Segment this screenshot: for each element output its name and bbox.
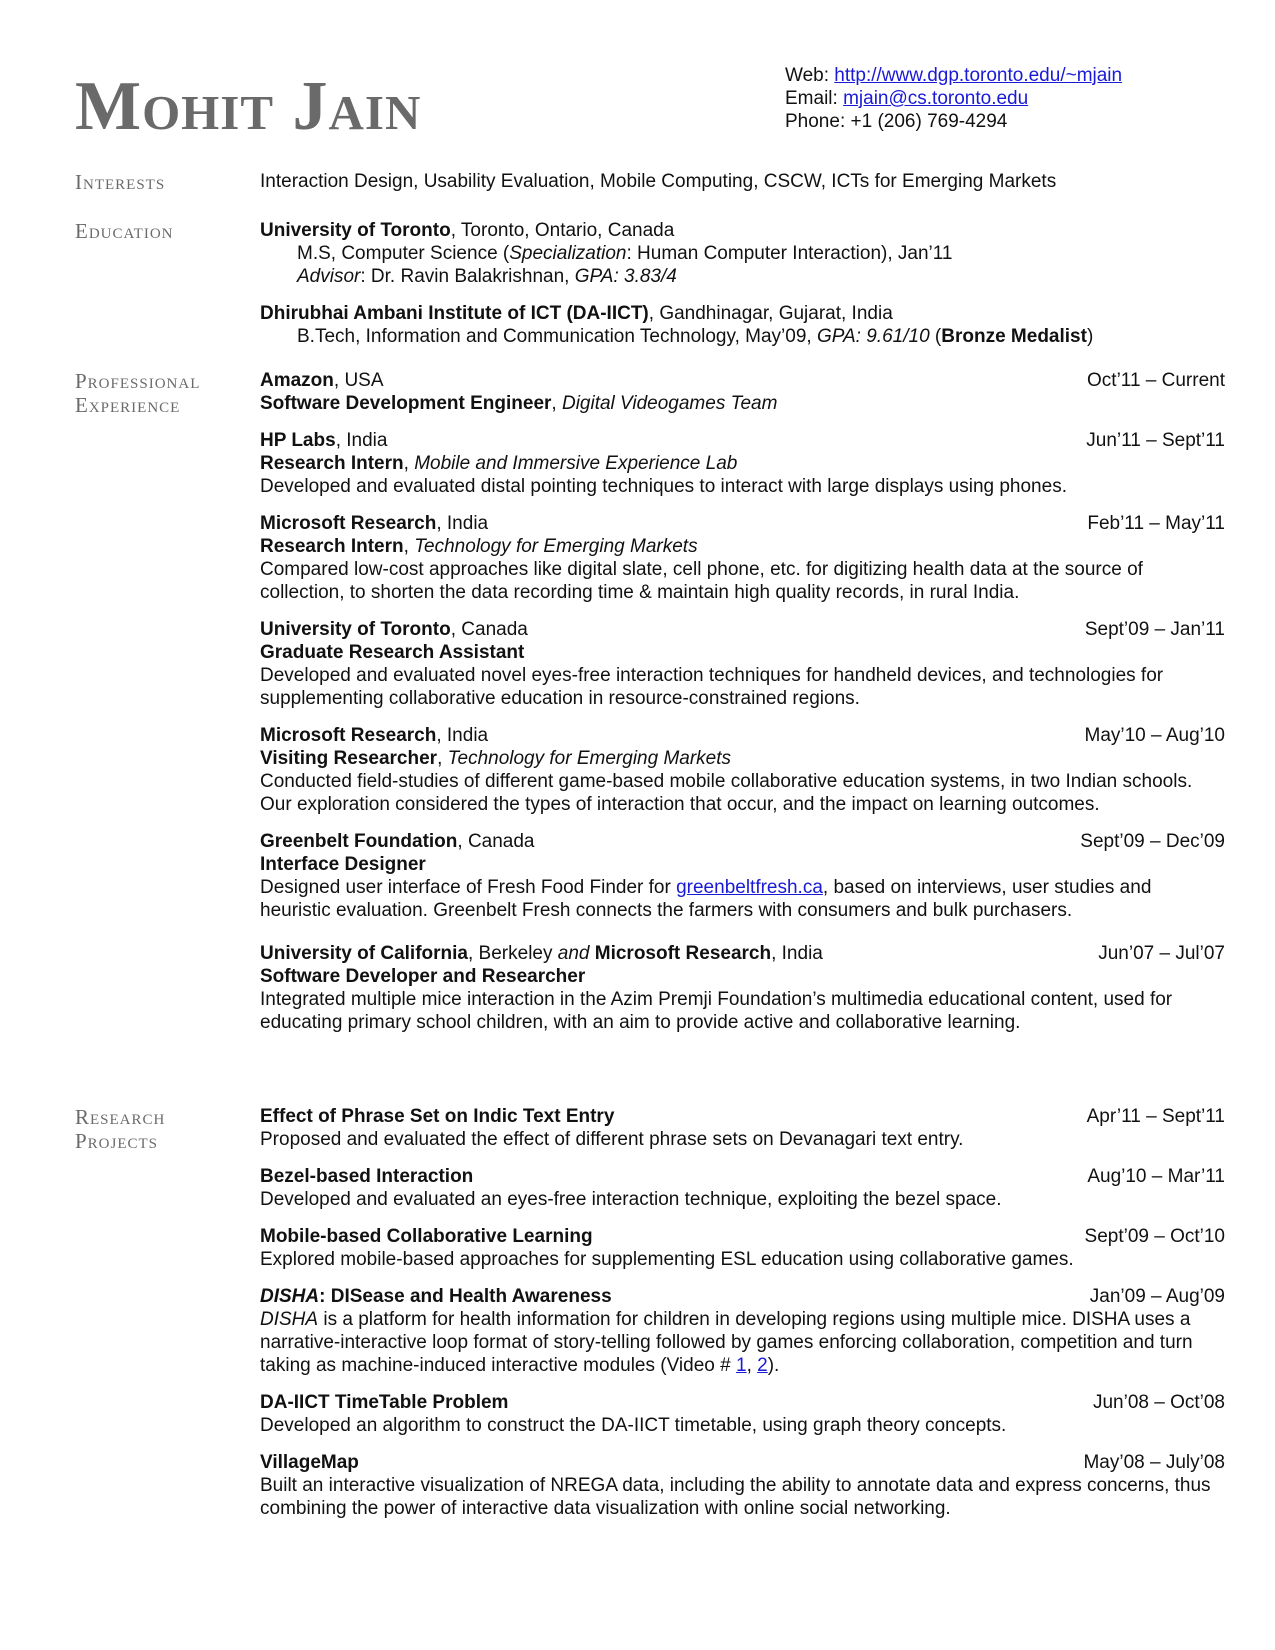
- org-name: University of California: [260, 943, 468, 964]
- date-range: Apr’11 – Sept’11: [1086, 1106, 1225, 1127]
- experience-heading-line2: Experience: [75, 393, 181, 417]
- web-link[interactable]: http://www.dgp.toronto.edu/~mjain: [834, 65, 1123, 86]
- team-name: Technology for Emerging Markets: [414, 536, 698, 557]
- role-title: Visiting Researcher: [260, 748, 438, 769]
- date-range: Jun’11 – Sept’11: [1086, 430, 1225, 451]
- award: Bronze Medalist: [941, 326, 1087, 347]
- gpa: GPA: 9.61/10: [816, 326, 930, 347]
- description-part: is a platform for health information for children in developing regions using multiple mice. DISHA uses a narrative-interactive loop format of story-telling followed by games enforcing collaboration, competition and turn taking as machine-induced interactive modules (Video #: [260, 1309, 1193, 1376]
- greenbelt-link[interactable]: greenbeltfresh.ca: [676, 877, 823, 898]
- description: Developed and evaluated an eyes-free interaction technique, exploiting the bezel space.: [260, 1189, 1002, 1210]
- video-link-2[interactable]: 2: [757, 1355, 768, 1376]
- description: [260, 1308, 1225, 1377]
- projects-heading: [75, 1105, 165, 1153]
- degree-text: M.S, Computer Science (: [297, 243, 510, 264]
- school-name: Dhirubhai Ambani Institute of ICT (DA-IICT): [260, 303, 649, 324]
- resume-name: Mohit Jain: [75, 68, 422, 145]
- description-italic: DISHA: [260, 1309, 319, 1330]
- description: Proposed and evaluated the effect of different phrase sets on Devanagari text entry.: [260, 1129, 964, 1150]
- team-name: Technology for Emerging Markets: [447, 748, 732, 769]
- role-title: Graduate Research Assistant: [260, 642, 525, 663]
- school-name: University of Toronto: [260, 220, 451, 241]
- org-location: , USA: [333, 370, 384, 391]
- org-name: University of Toronto: [260, 619, 451, 640]
- project-title: Mobile-based Collaborative Learning: [260, 1226, 593, 1247]
- org-location: , Canada: [457, 831, 535, 852]
- specialization-label: Specialization: [509, 243, 627, 264]
- date-range: Jun’07 – Jul’07: [1098, 943, 1225, 964]
- role-title: Software Developer and Researcher: [260, 966, 586, 987]
- email-line: [785, 87, 1122, 110]
- separator: ,: [746, 1355, 758, 1376]
- experience-entry: HP Labs, India Jun’11 – Sept’11 Research Intern, Mobile and Immersive Experience Lab Developed and evaluated distal pointing techniques to interact with large displays using phones.: [260, 430, 1225, 497]
- project-title: Bezel-based Interaction: [260, 1166, 474, 1187]
- projects-heading-line2: Projects: [75, 1129, 159, 1153]
- paren-open: (: [929, 326, 942, 347]
- date-range: Aug’10 – Mar’11: [1087, 1166, 1225, 1187]
- email-link[interactable]: mjain@cs.toronto.edu: [843, 88, 1029, 109]
- project-entry: [260, 1225, 1225, 1271]
- org-location: , Berkeley: [468, 943, 558, 964]
- contact-block: [785, 64, 1122, 133]
- description-part: , based on interviews, user studies and heuristic evaluation. Greenbelt Fresh connects the farmers with consumers and bulk purchasers.: [260, 877, 1152, 921]
- org-name: Microsoft Research: [260, 513, 437, 534]
- advisor-label: Advisor: [297, 266, 361, 287]
- date-range: Sept’09 – Dec’09: [1080, 831, 1225, 852]
- experience-entry: Microsoft Research, India Feb’11 – May’11 Research Intern, Technology for Emerging Markets Compared low-cost approaches like digital slate, cell phone, etc. for digitizing health data at the source of collection, to shorten the data recording time & maintain high quality records, in rural India.: [260, 513, 1225, 603]
- school-location: , Gandhinagar, Gujarat, India: [648, 303, 893, 324]
- description: Built an interactive visualization of NREGA data, including the ability to annotate data and express concerns, thus combining the power of interactive data visualization with online social networking.: [260, 1475, 1211, 1519]
- gpa: GPA: 3.83/4: [574, 266, 677, 287]
- date-range: Jun’08 – Oct’08: [1092, 1392, 1225, 1413]
- org-location: , India: [436, 513, 489, 534]
- org-name: Greenbelt Foundation: [260, 831, 458, 852]
- description: Explored mobile-based approaches for supplementing ESL education using collaborative games.: [260, 1249, 1074, 1270]
- degree-detail: : Human Computer Interaction), Jan’11: [626, 243, 953, 264]
- org-name: Microsoft Research: [260, 725, 437, 746]
- interests-text: Interaction Design, Usability Evaluation, Mobile Computing, CSCW, ICTs for Emerging Markets: [260, 171, 1057, 192]
- project-entry: [260, 1105, 1225, 1151]
- description: Developed an algorithm to construct the DA-IICT timetable, using graph theory concepts.: [260, 1415, 1007, 1436]
- web-label: Web:: [785, 65, 835, 86]
- org-name: Amazon: [260, 370, 334, 391]
- description: Developed and evaluated novel eyes-free interaction techniques for handheld devices, and technologies for supplementing collaborative education in resource-constrained regions.: [260, 665, 1164, 709]
- role-title: Research Intern: [260, 453, 404, 474]
- date-range: Sept’09 – Jan’11: [1084, 619, 1225, 640]
- experience-entry: Amazon, USA Oct’11 – Current Software Development Engineer, Digital Videogames Team: [260, 370, 1225, 414]
- degree-text: B.Tech, Information and Communication Technology, May’09,: [297, 326, 817, 347]
- experience-heading-line1: Professional: [75, 369, 201, 393]
- education-entry: [260, 302, 1225, 348]
- project-title: DA-IICT TimeTable Problem: [260, 1392, 509, 1413]
- org-location: , India: [771, 943, 823, 964]
- description: Integrated multiple mice interaction in the Azim Premji Foundation’s multimedia educational content, used for educating primary school children, with an aim to provide active and collaborative learning.: [260, 989, 1173, 1033]
- experience-entry: [260, 830, 1225, 922]
- project-title-italic: DISHA: [260, 1286, 320, 1307]
- phone-line: Phone: +1 (206) 769-4294: [785, 111, 1008, 132]
- date-range: May’10 – Aug’10: [1084, 725, 1225, 746]
- description-part: Designed user interface of Fresh Food Finder for: [260, 877, 677, 898]
- advisor-name: : Dr. Ravin Balakrishnan,: [360, 266, 575, 287]
- date-range: Feb’11 – May’11: [1087, 513, 1225, 534]
- date-range: May’08 – July’08: [1083, 1452, 1225, 1473]
- role-title: Interface Designer: [260, 854, 426, 875]
- education-heading: Education: [75, 219, 174, 243]
- paren-close: ): [1086, 326, 1094, 347]
- web-line: [785, 64, 1122, 87]
- conjunction: and: [557, 943, 590, 964]
- project-entry: [260, 1391, 1225, 1437]
- education-entry: [260, 219, 1225, 288]
- role-title: Software Development Engineer: [260, 393, 552, 414]
- date-range: Jan’09 – Aug’09: [1089, 1286, 1225, 1307]
- project-entry: [260, 1165, 1225, 1211]
- date-range: Oct’11 – Current: [1087, 370, 1225, 391]
- experience-entry: [260, 942, 1225, 1034]
- experience-heading: [75, 369, 200, 417]
- experience-entry: [260, 618, 1225, 710]
- role-title: Research Intern: [260, 536, 404, 557]
- interests-heading: Interests: [75, 170, 166, 194]
- school-location: , Toronto, Ontario, Canada: [450, 220, 675, 241]
- team-name: Digital Videogames Team: [561, 393, 778, 414]
- experience-entry: Microsoft Research, India May’10 – Aug’10 Visiting Researcher, Technology for Emerging Markets Conducted field-studies of different game-based mobile collaborative education systems, in two Indian schools. Our exploration considered the types of interaction that occur, and the impact on learning outcomes.: [260, 725, 1225, 815]
- description-end: ).: [767, 1355, 780, 1376]
- org-location: , India: [335, 430, 388, 451]
- project-title: Effect of Phrase Set on Indic Text Entry: [260, 1106, 615, 1127]
- description: Developed and evaluated distal pointing techniques to interact with large displays using phones.: [260, 476, 1067, 497]
- org-location: , Canada: [450, 619, 528, 640]
- description: [260, 876, 1225, 922]
- org-name: Microsoft Research: [589, 943, 772, 964]
- team-name: Mobile and Immersive Experience Lab: [414, 453, 738, 474]
- org-location: , India: [436, 725, 489, 746]
- project-title: VillageMap: [260, 1452, 359, 1473]
- video-link-1[interactable]: 1: [735, 1355, 747, 1376]
- projects-heading-line1: Research: [75, 1105, 166, 1129]
- date-range: Sept’09 – Oct’10: [1084, 1226, 1225, 1247]
- project-entry: [260, 1285, 1225, 1377]
- email-label: Email:: [785, 88, 844, 109]
- project-title: : DISease and Health Awareness: [319, 1286, 612, 1307]
- description: Compared low-cost approaches like digital slate, cell phone, etc. for digitizing health data at the source of collection, to shorten the data recording time & maintain high quality records, in rural India.: [260, 559, 1143, 603]
- project-entry: [260, 1451, 1225, 1520]
- org-name: HP Labs: [260, 430, 336, 451]
- description: Conducted field-studies of different game-based mobile collaborative education systems, in two Indian schools. Our exploration considered the types of interaction that occur, and the impact on learning outcomes.: [260, 771, 1193, 815]
